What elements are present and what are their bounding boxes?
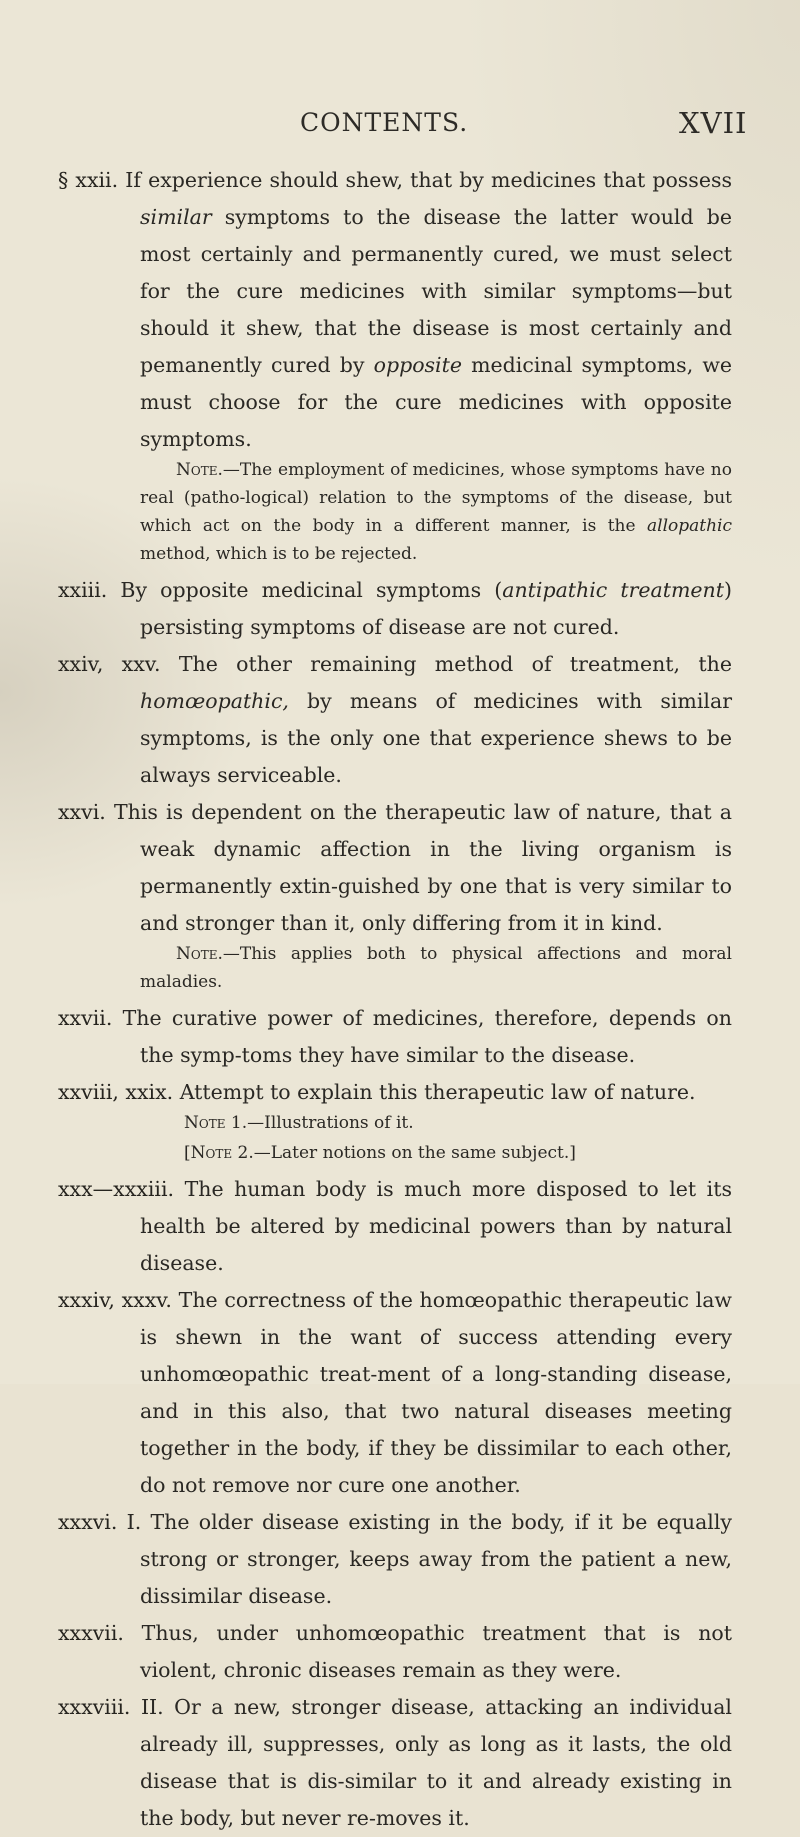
entry-note: Note.—The employment of medicines, whose symptoms have no real (patho-logical) relation to the symptoms of the disease, but which act on the body in a different manner, is the allopathic method, which is to be rejected. [140, 460, 732, 564]
contents-entry: xxx—xxxiii. The human body is much more disposed to let its health be altered by medicinal powers than by natural disease. [58, 1177, 732, 1275]
section-number: xxiii. [58, 578, 108, 602]
contents-entry: xxxvii. Thus, under unhomœopathic treatment that is not violent, chronic diseases remain as they were. [58, 1621, 732, 1682]
section-number: xxviii, xxix. [58, 1080, 174, 1104]
section-number: xxxviii. [58, 1695, 131, 1719]
contents-entry: xxiv, xxv. The other remaining method of treatment, the homœopathic, by means of medicines with similar symptoms, is the only one that experience shews to be always serviceable. [58, 652, 732, 787]
section-number: § xxii. [58, 168, 119, 192]
section-number: xxxiv, xxxv. [58, 1288, 172, 1312]
contents-entry: xxviii, xxix. Attempt to explain this therapeutic law of nature. [58, 1080, 696, 1104]
contents-entry: xxvii. The curative power of medicines, therefore, depends on the symp-toms they have similar to the disease. [58, 1006, 732, 1067]
section-number: xxxvi. [58, 1510, 118, 1534]
entry-note: [Note 2.—Later notions on the same subject.] [184, 1143, 576, 1163]
section-number: xxvii. [58, 1006, 113, 1030]
entry-note: Note 1.—Illustrations of it. [184, 1113, 414, 1133]
section-number: xxxvii. [58, 1621, 124, 1645]
contents-entry: xxxviii. II. Or a new, stronger disease, attacking an individual already ill, suppresses, only as long as it lasts, the old disease that is dis-similar to it and already existing in the body, but never re-moves it. [58, 1695, 732, 1830]
contents-entry: § xxii. If experience should shew, that by medicines that possess similar symptoms to the disease the latter would be most certainly and permanently cured, we must select for the cure medicines with similar symptoms—but should it shew, that the disease is most certainly and pemanently cured by opposite medicinal symptoms, we must choose for the cure medicines with opposite symptoms. [58, 168, 732, 451]
contents-entry: xxvi. This is dependent on the therapeutic law of nature, that a weak dynamic affection in the living organism is permanently extin-guished by one that is very similar to and stronger than it, only differing from it in kind. [58, 800, 732, 935]
section-number: xxiv, xxv. [58, 652, 161, 676]
section-number: xxx—xxxiii. [58, 1177, 175, 1201]
contents-entry: xxxiv, xxxv. The correctness of the homœopathic therapeutic law is shewn in the want of success attending every unhomœopathic treat-ment of a long-standing disease, and in this also, that two natural diseases meeting together in the body, if they be dissimilar to each other, do not remove nor cure one another. [58, 1288, 732, 1497]
page-number: XVII [679, 106, 748, 140]
entry-note: Note.—This applies both to physical affections and moral maladies. [140, 944, 732, 992]
page-header [0, 104, 800, 144]
section-number: xxvi. [58, 800, 106, 824]
contents-list [0, 162, 800, 1837]
contents-entry: xxxvi. I. The older disease existing in the body, if it be equally strong or stronger, keeps away from the patient a new, dissimilar disease. [58, 1510, 732, 1608]
contents-entry: xxiii. By opposite medicinal symptoms (antipathic treatment) persisting symptoms of disease are not cured. [58, 578, 732, 639]
running-title: CONTENTS. [300, 108, 469, 137]
